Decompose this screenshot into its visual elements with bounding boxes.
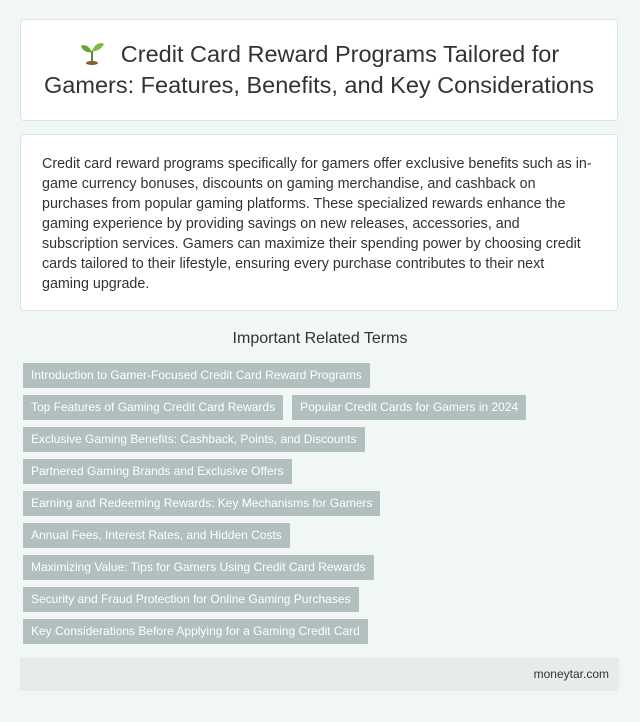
page-title-text: Credit Card Reward Programs Tailored for Gamers: Features, Benefits, and Key Considerations: [44, 41, 594, 98]
page-title: [21, 39, 617, 101]
term-tag[interactable]: Security and Fraud Protection for Online Gaming Purchases: [23, 587, 359, 612]
related-terms-heading: Important Related Terms: [232, 330, 408, 347]
term-tag[interactable]: Partnered Gaming Brands and Exclusive Offers: [23, 459, 292, 484]
term-tag[interactable]: Popular Credit Cards for Gamers in 2024: [292, 395, 526, 420]
footer-site-link[interactable]: moneytar.com: [533, 667, 609, 681]
term-row: [23, 587, 623, 612]
related-terms-list: [23, 363, 623, 651]
term-row: [23, 395, 623, 420]
term-tag[interactable]: Key Considerations Before Applying for a Gaming Credit Card: [23, 619, 368, 644]
sprout-icon: [79, 39, 105, 65]
term-row: [23, 555, 623, 580]
term-tag[interactable]: Top Features of Gaming Credit Card Rewards: [23, 395, 283, 420]
term-tag[interactable]: Introduction to Gamer-Focused Credit Card Reward Programs: [23, 363, 370, 388]
term-row: [23, 523, 623, 548]
term-row: [23, 491, 623, 516]
term-row: [23, 427, 623, 452]
title-card: [20, 19, 618, 121]
term-tag[interactable]: Maximizing Value: Tips for Gamers Using Credit Card Rewards: [23, 555, 374, 580]
footer: [20, 658, 619, 691]
term-row: [23, 459, 623, 484]
summary-card: [20, 134, 618, 311]
term-tag[interactable]: Exclusive Gaming Benefits: Cashback, Points, and Discounts: [23, 427, 365, 452]
summary-text: Credit card reward programs specifically for gamers offer exclusive benefits such as in-game currency bonuses, discounts on gaming merchandise, and cashback on purchases from popular gaming platforms. These specialized rewards enhance the gaming experience by providing savings on new releases, accessories, and subscription services. Gamers can maximize their spending power by choosing credit cards tailored to their lifestyle, ensuring every purchase contributes to their next gaming upgrade.: [42, 156, 592, 292]
term-row: [23, 619, 623, 644]
term-row: [23, 363, 623, 388]
term-tag[interactable]: Earning and Redeeming Rewards: Key Mechanisms for Gamers: [23, 491, 380, 516]
term-tag[interactable]: Annual Fees, Interest Rates, and Hidden Costs: [23, 523, 290, 548]
